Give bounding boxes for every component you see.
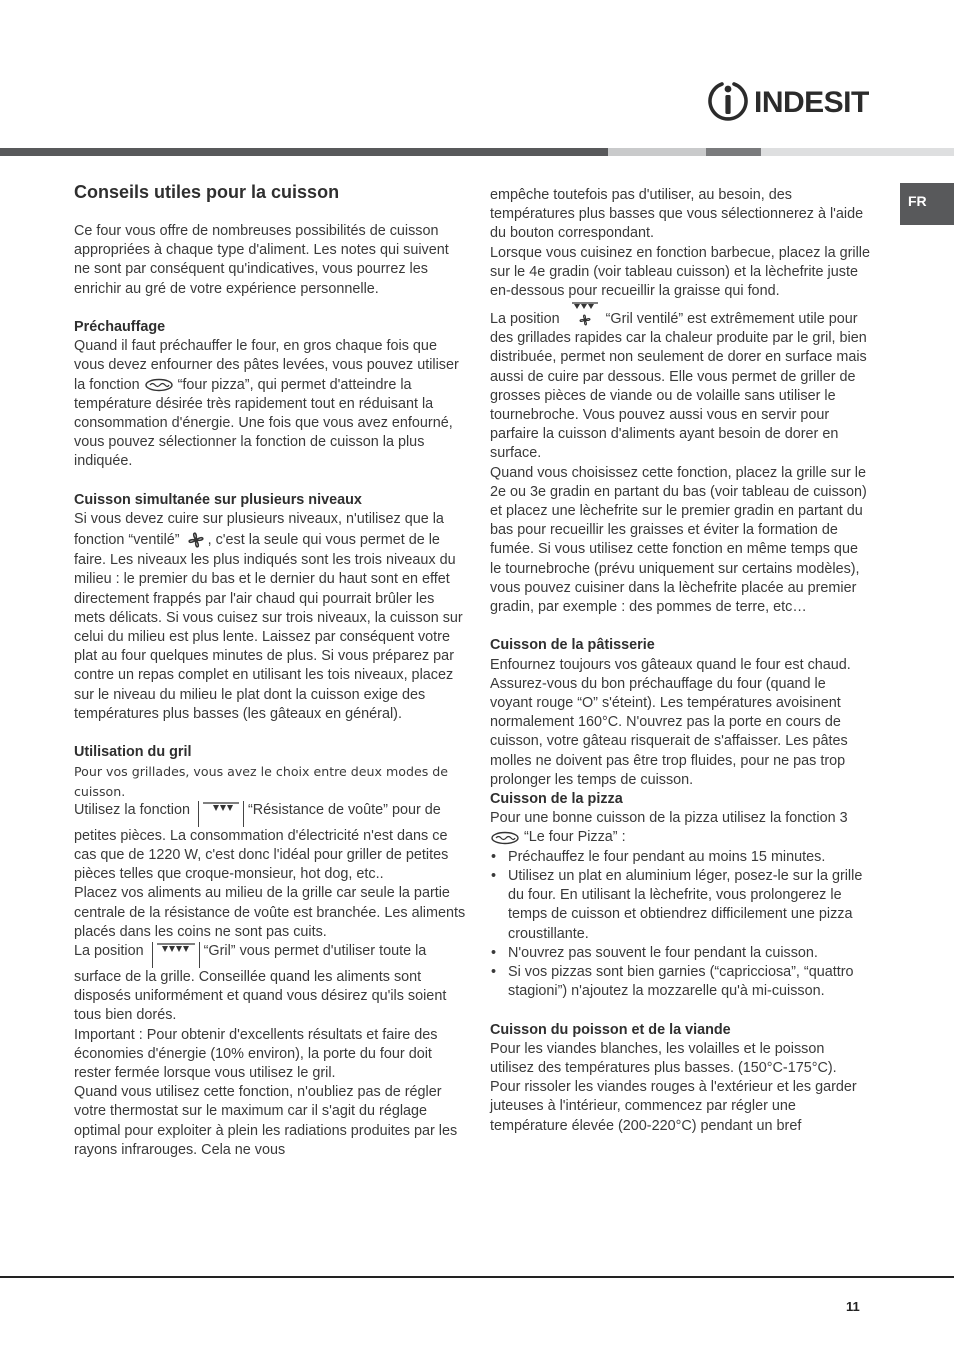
header-bar-light: [608, 148, 706, 156]
prechauffage-heading: Préchauffage: [74, 319, 166, 335]
list-item: • Utilisez un plat en aluminium léger, posez-le sur la grille du four. En utilisant la lèchefrite, vous prolongerez le temps de cuisson et obtiendrez difficilement une pizza croustillante.: [490, 867, 870, 944]
page-number: 11: [846, 1299, 860, 1314]
patisserie-text: Enfournez toujours vos gâteaux quand le four est chaud. Assurez-vous du bon préchauffage du four (quand le voyant rouge “O” s'éteint). Les températures avoisinent normalement 160°C. N'ouvrez pas la porte en cours de cuisson, votre gâteau risquerait de s'affaisser. Les pâtes molles ne doivent pas être trop fluides, pour ne pas trop prolonger les temps de cuisson.: [490, 656, 851, 788]
barbecue-text: Lorsque vous cuisinez en fonction barbecue, placez la grille sur le 4e gradin (voir tableau cuisson) et la lèchefrite juste en-dessous pour recueillir la graisse qui fond.: [490, 244, 870, 300]
gril-ventile-text: La position “Gril ventilé” est extrêmement utile pour des grillades rapides car la chaleur produite par le gril, bien distribuée, permet non seulement de dorer en surface mais aussi de cuire par dessous. Elle vous permet de griller de grosses pièces de viande ou de volaille sans utiliser le tournebroche. Vous pouvez aussi vous en servir pour parfaire la cuisson d'aliments ayant besoin de dorer en surface.: [490, 301, 870, 463]
brand-emblem-icon: [708, 78, 748, 129]
brand-name: INDESIT: [754, 86, 869, 119]
pizza-oven-icon: [144, 378, 174, 392]
poisson-heading: Cuisson du poisson et de la viande: [490, 1021, 731, 1038]
fan-grill-icon: [570, 301, 600, 329]
left-column: [74, 222, 466, 1160]
footer-rule: [0, 1276, 954, 1278]
list-item: • Si vos pizzas sont bien garnies (“capricciosa”, “quattro stagioni”) n'ajoutez la mozzarelle qu'à mi-cuisson.: [490, 963, 870, 1001]
patisserie-heading: Cuisson de la pâtisserie: [490, 637, 655, 654]
list-item: • N'ouvrez pas souvent le four pendant la cuisson.: [490, 944, 870, 963]
gril-intro: Pour vos grillades, vous avez le choix entre deux modes de cuisson.: [74, 764, 449, 799]
gril-placement-text: Placez vos aliments au milieu de la grille car seule la partie centrale de la résistance de voûte est branchée. Les aliments placés dans les coins ne sont pas cuits.: [74, 885, 466, 940]
page-title: Conseils utiles pour la cuisson: [74, 182, 340, 202]
gril-important-text: Important : Pour obtenir d'excellents résultats et faire des économies d'énergie (10% environ), la porte du four doit rester fermée lorsque vous utilisez le gril.: [74, 1026, 438, 1082]
fan-icon: [184, 529, 208, 551]
poisson-text-1: Pour les viandes blanches, les volailles et le poisson utilisez des températures plus basses. (150°C-175°C).: [490, 1040, 837, 1076]
pizza-tips-list: [490, 848, 870, 1002]
right-column: [490, 186, 870, 1136]
simultanee-heading: Cuisson simultanée sur plusieurs niveaux: [74, 491, 362, 508]
pizza-text: Pour une bonne cuisson de la pizza utilisez la fonction 3 “Le four Pizza” :: [490, 810, 848, 846]
gril-resistance-text: Utilisez la fonction “Résistance de voûte” pour de petites pièces. La consommation d'électricité n'est dans ce cas que de 1220 W, c'est donc l'idéal pour griller de petites pièces telles que croque-monsieur, hot dog, etc..: [74, 801, 449, 883]
gril-position-text: La position “Gril” vous permet d'utiliser toute la surface de la grille. Conseillée quand les aliments sont disposés uniformément et quand vous désirez qu'ils soient tous bien dorés.: [74, 943, 447, 1024]
prechauffage-text: Quand il faut préchauffer le four, en gros chaque fois que vous devez enfourner des pâtes levées, vous pouvez utiliser la fonction “four pizza”, qui permet d'atteindre la température désirée très rapidement tout en réduisant la consommation d'énergie. Une fois que vous avez enfourné, vous pouvez sélectionner la fonction de cuisson la plus indiquée.: [74, 338, 459, 470]
list-item: • Préchauffez le four pendant au moins 15 minutes.: [490, 848, 870, 867]
brand-logo: [708, 80, 869, 126]
simultanee-text: Si vous devez cuire sur plusieurs niveaux, n'utilisez que la fonction “ventilé” , c'est la seule qui vous permet de le faire. Les niveaux les plus indiqués sont les trois niveaux du milieu : le premier du bas et le dernier du haut sont en effet directement frappés par l'air chaud qui pourrait brûler les mets délicats. Si vous cuisez sur trois niveaux, la cuisson sur celui du milieu est plus lente. Laissez par conséquent votre plat au four quelques minutes de plus. Si vous préparez par contre un repas complet en utilisant les tois niveaux, placez sur le niveau du milieu le plat dont la cuisson exige des températures plus basses (les gâteaux en général).: [74, 511, 463, 722]
grill-icon: [152, 942, 200, 968]
pizza-heading: Cuisson de la pizza: [490, 791, 623, 808]
gril-thermostat-text: Quand vous utilisez cette fonction, n'oubliez pas de régler votre thermostat sur le maximum car il s'agit du réglage optimal pour exploiter à plein les radiations produites par les rayons infrarouges. Cela ne vous: [74, 1084, 458, 1158]
pizza-oven-icon: [490, 831, 520, 845]
poisson-text-2: Pour rissoler les viandes rouges à l'extérieur et les garder juteuses à l'intérieur, commencez par régler une température élevée (200-220°C) pendant un bref: [490, 1079, 857, 1134]
language-tab: FR: [900, 183, 954, 225]
gril-heading: Utilisation du gril: [74, 744, 192, 761]
header-bar-pale: [761, 148, 954, 156]
header-bar-dark: [0, 148, 608, 156]
gril-ventile-choice-text: Quand vous choisissez cette fonction, placez la grille sur le 2e ou 3e gradin en partant du bas (voir tableau de cuisson) et placez une lèchefrite sur le premier gradin en partant du bas pour recueillir les graisses et éviter la formation de fumée. Si vous utilisez cette fonction en même temps que le tournebroche (prévu uniquement sur certains modèles), vous pouvez cuisiner dans la lèchefrite placée au premier gradin, par exemple : des pommes de terre, etc…: [490, 464, 867, 616]
gril-continued-text: empêche toutefois pas d'utiliser, au besoin, des températures plus basses que vous sélectionnerez à l'aide du bouton correspondant.: [490, 187, 864, 242]
intro-text: Ce four vous offre de nombreuses possibilités de cuisson appropriées à chaque type d'aliment. Les notes qui suivent ne sont par conséquent qu'indicatives, vous pourrez les enrichir au gré de votre expérience personnelle.: [74, 223, 449, 297]
header-bar-mid: [706, 148, 761, 156]
top-heating-element-icon: [198, 801, 244, 827]
